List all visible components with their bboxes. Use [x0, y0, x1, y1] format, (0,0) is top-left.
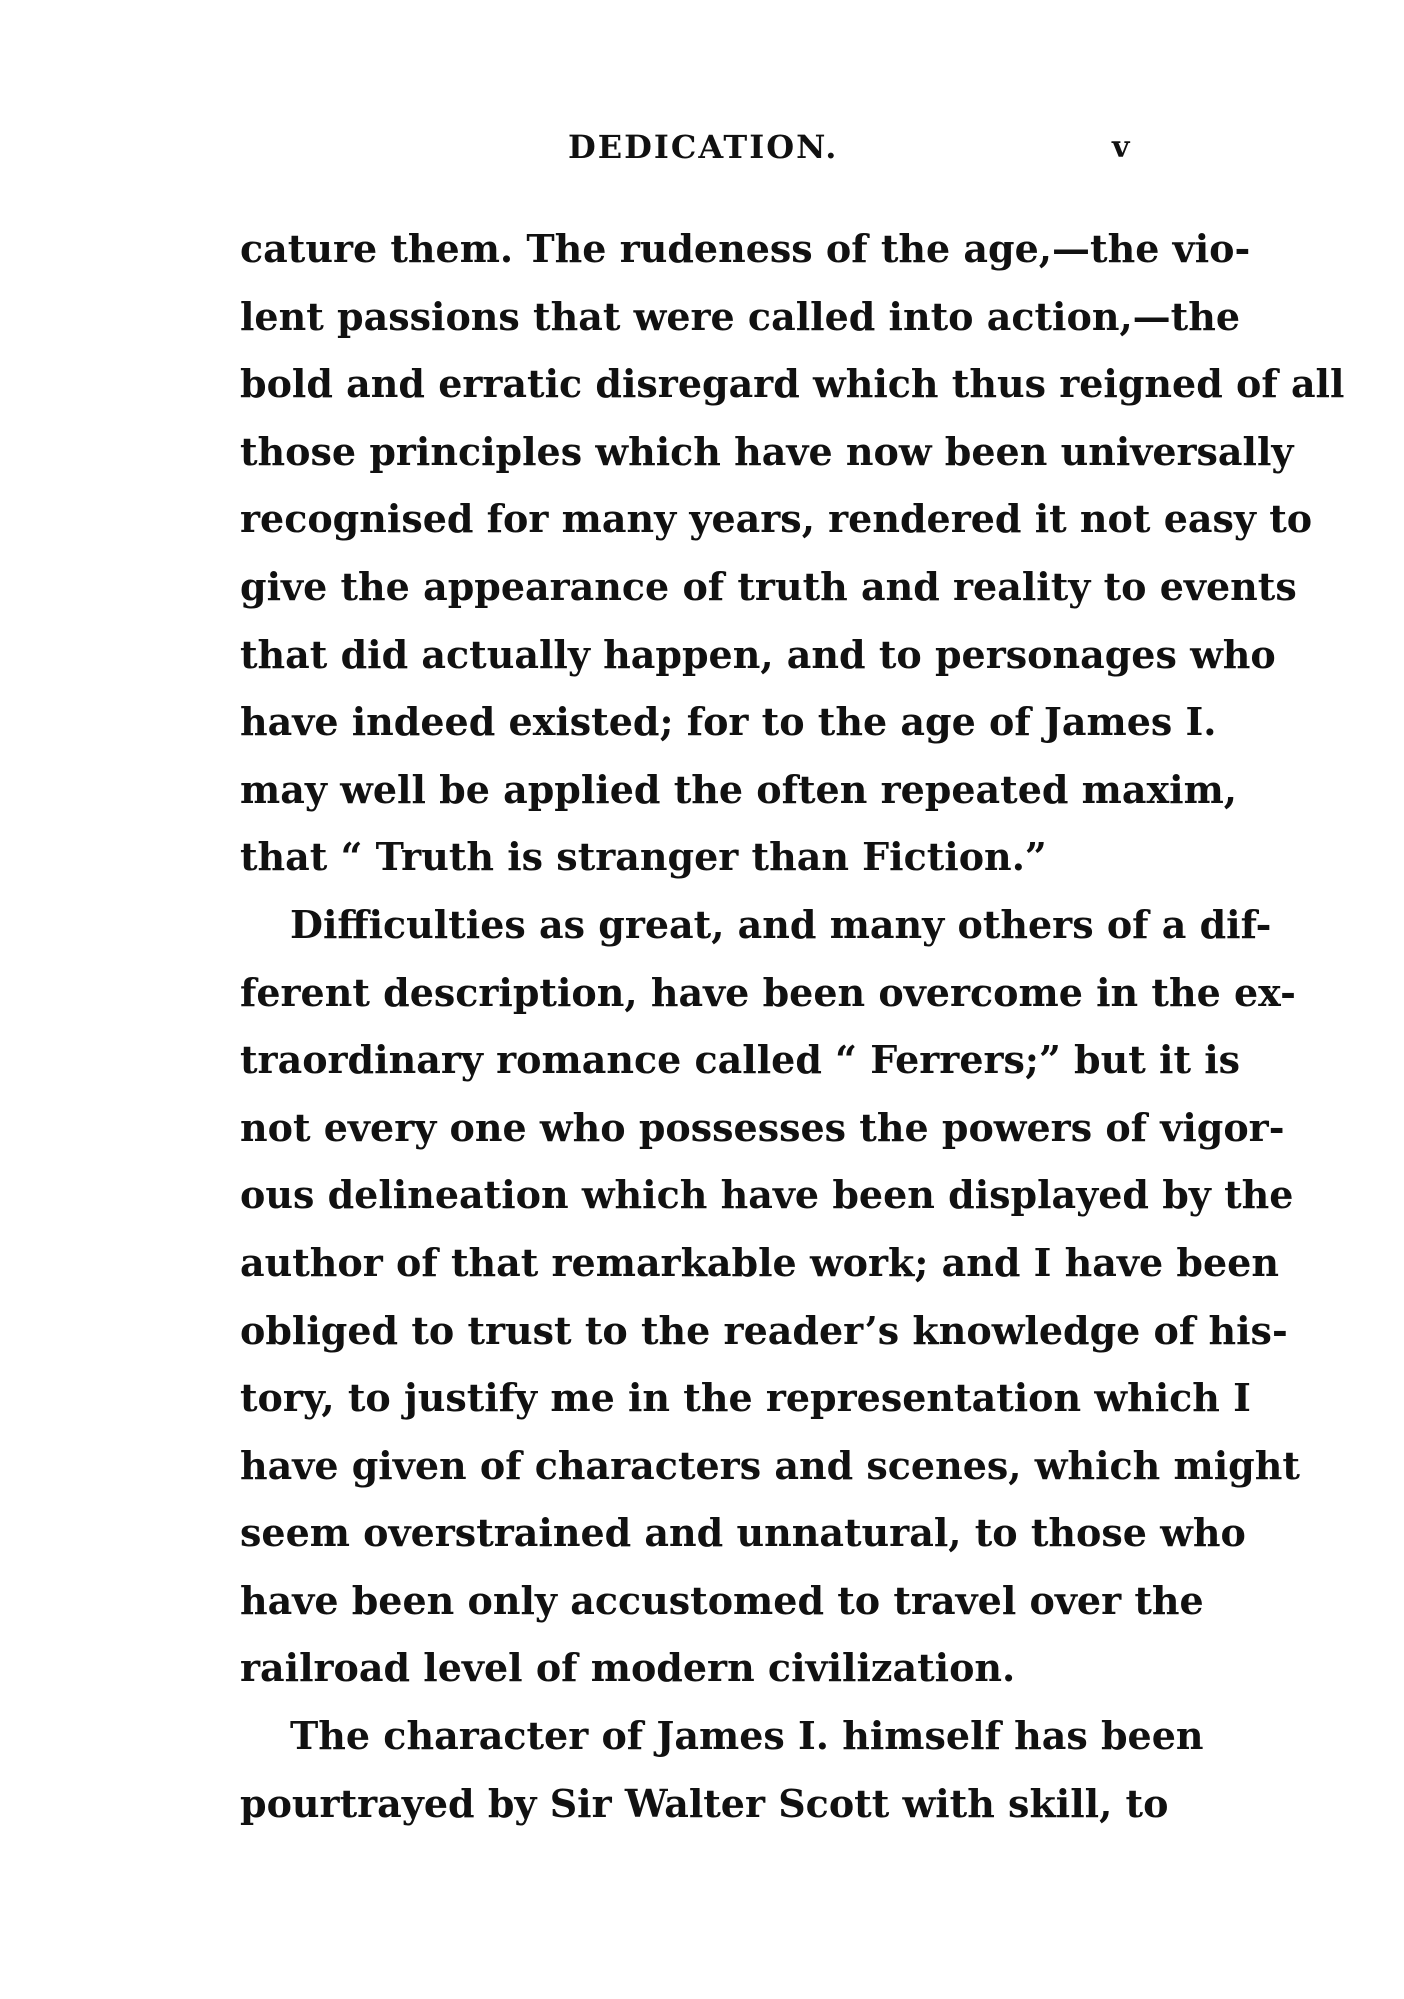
text-line: have given of characters and scenes, which might: [240, 1442, 1300, 1488]
text-line: bold and erratic disregard which thus reigned of all: [240, 361, 1345, 407]
text-line: ferent description, have been overcome in the ex-: [240, 969, 1296, 1015]
text-line: not every one who possesses the powers of vigor-: [240, 1104, 1285, 1150]
text-line: seem overstrained and unnatural, to those who: [240, 1510, 1246, 1556]
running-header: [0, 128, 1404, 178]
paragraph-1: [240, 215, 1345, 891]
page-number: v: [1112, 130, 1130, 165]
text-line: The character of James I. himself has been: [290, 1713, 1204, 1759]
text-line: cature them. The rudeness of the age,—the vio-: [240, 226, 1251, 271]
paragraph-3: [240, 1702, 1204, 1837]
text-line: railroad level of modern civilization.: [240, 1645, 1016, 1691]
text-line: ous delineation which have been displayed by the: [240, 1172, 1294, 1218]
text-line: have been only accustomed to travel over the: [240, 1577, 1204, 1623]
text-line: give the appearance of truth and reality to events: [240, 563, 1297, 609]
text-line: Difficulties as great, and many others of a dif-: [290, 901, 1272, 947]
text-line: have indeed existed; for to the age of James I.: [240, 699, 1217, 745]
text-line: recognised for many years, rendered it not easy to: [240, 496, 1313, 542]
text-line: that “ Truth is stranger than Fiction.”: [240, 834, 1047, 880]
text-line: may well be applied the often repeated maxim,: [240, 766, 1238, 812]
text-line: those principles which have now been universally: [240, 428, 1294, 474]
text-line: that did actually happen, and to personages who: [240, 631, 1276, 677]
text-line: obliged to trust to the reader’s knowledge of his-: [240, 1307, 1288, 1353]
text-line: author of that remarkable work; and I have been: [240, 1239, 1279, 1285]
body-text: [240, 215, 1345, 1837]
text-line: traordinary romance called “ Ferrers;” but it is: [240, 1037, 1241, 1083]
text-line: lent passions that were called into action,—the: [240, 293, 1241, 339]
header-title: DEDICATION.: [568, 128, 839, 166]
text-line: pourtrayed by Sir Walter Scott with skill, to: [240, 1780, 1169, 1826]
paragraph-2: [240, 891, 1300, 1702]
text-line: tory, to justify me in the representation which I: [240, 1375, 1251, 1421]
